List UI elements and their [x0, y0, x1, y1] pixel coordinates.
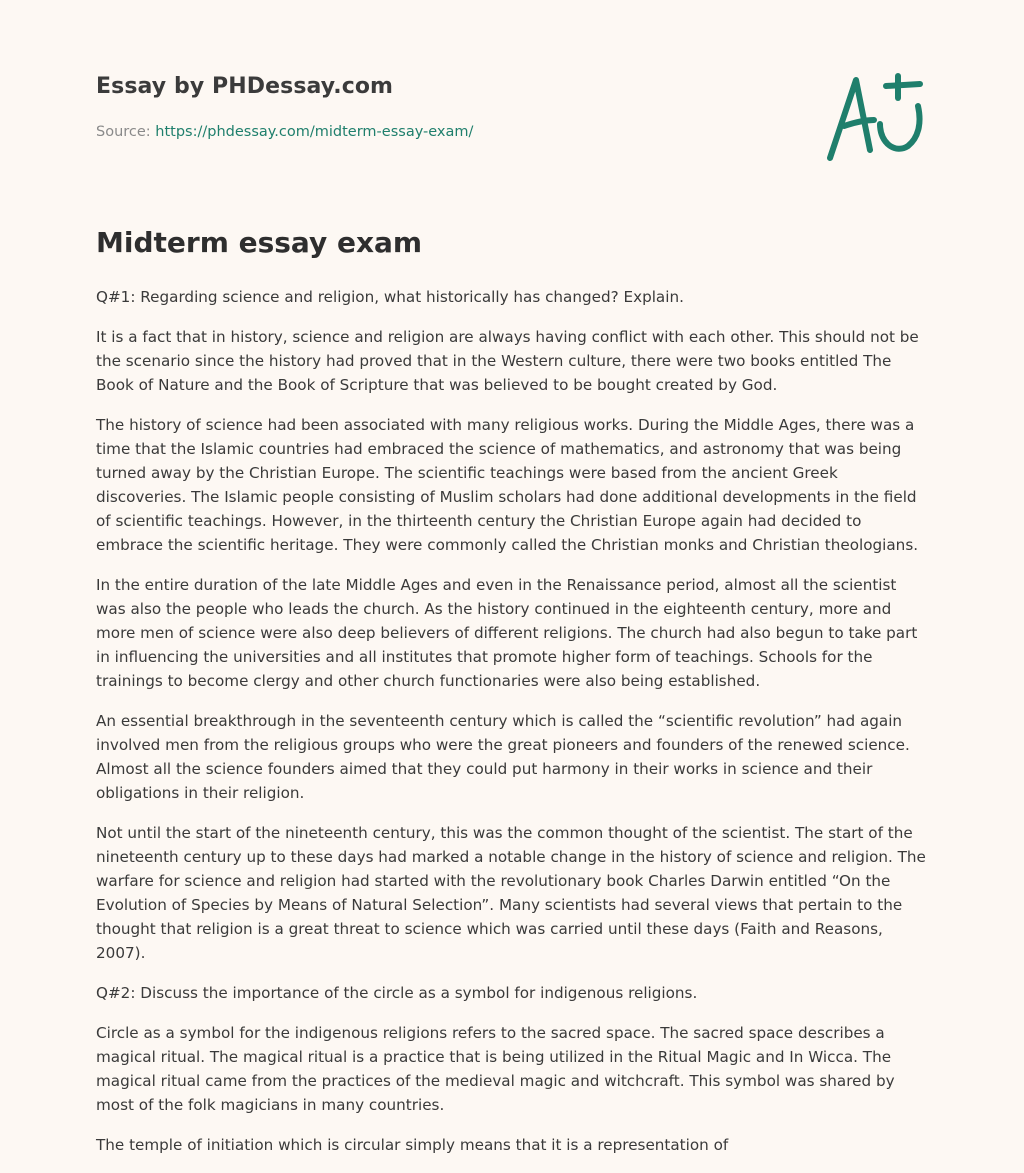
paragraph: The temple of initiation which is circular simply means that it is a representation of [96, 1136, 729, 1154]
source-label: Source: [96, 124, 151, 140]
page-title: Midterm essay exam [96, 226, 423, 259]
essay-body [96, 285, 928, 1173]
paragraph: Not until the start of the nineteenth century, this was the common thought of the scientist. The start of the nineteenth century up to these days had marked a notable change in the history of science and religion. The warfare for science and religion had started with the revolutionary book Charles Darwin entitled “On the Evolution of Species by Means of Natural Selection”. Many scientists had several views that pertain to the thought that religion is a great threat to science which was carried until these days (Faith and Reasons, 2007). [96, 824, 926, 962]
paragraph: Circle as a symbol for the indigenous religions refers to the sacred space. The sacred space describes a magical ritual. The magical ritual is a practice that is being utilized in the Ritual Magic and In Wicca. The magical ritual came from the practices of the medieval magic and witchcraft. This symbol was shared by most of the folk magicians in many countries. [96, 1024, 895, 1114]
paragraph: The history of science had been associated with many religious works. During the Middle Ages, there was a time that the Islamic countries had embraced the science of mathematics, and astronomy that was being turned away by the Christian Europe. The scientific teachings were based from the ancient Greek discoveries. The Islamic people consisting of Muslim scholars had done additional developments in the field of scientific teachings. However, in the thirteenth century the Christian Europe again had decided to embrace the scientific heritage. They were commonly called the Christian monks and Christian theologians. [96, 416, 919, 554]
source-link[interactable]: https://phdessay.com/midterm-essay-exam/ [155, 124, 474, 140]
paragraph: In the entire duration of the late Middle Ages and even in the Renaissance period, almost all the scientist was also the people who leads the church. As the history continued in the eighteenth century, more and more men of science were also deep believers of different religions. The church had also begun to take part in influencing the universities and all institutes that promote higher form of teachings. Schools for the trainings to become clergy and other church functionaries were also being established. [96, 576, 918, 690]
site-brand: Essay by PHDessay.com [96, 74, 394, 99]
a-plus-logo-icon [822, 66, 932, 166]
paragraph: It is a fact that in history, science and religion are always having conflict with each other. This should not be the scenario since the history had proved that in the Western culture, there were two books entitled The Book of Nature and the Book of Scripture that was believed to be bought created by God. [96, 328, 919, 394]
source-line [96, 124, 473, 140]
paragraph: Q#2: Discuss the importance of the circle as a symbol for indigenous religions. [96, 984, 698, 1002]
paragraph: An essential breakthrough in the seventeenth century which is called the “scientific revolution” had again involved men from the religious groups who were the great pioneers and founders of the renewed science. Almost all the science founders aimed that they could put harmony in their works in science and their obligations in their religion. [96, 712, 910, 802]
paragraph: Q#1: Regarding science and religion, what historically has changed? Explain. [96, 288, 684, 306]
